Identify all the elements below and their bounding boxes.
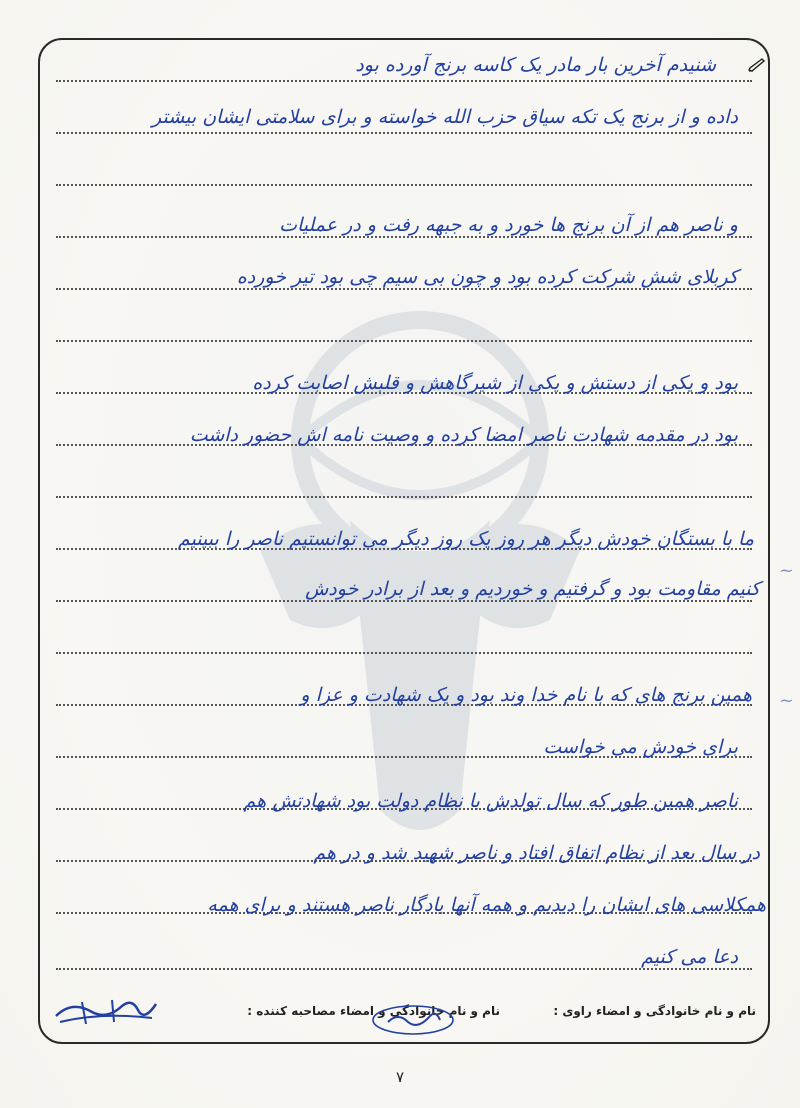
page-number: ۷ — [395, 1068, 405, 1086]
handwritten-line-5: کربلای شش شرکت کرده بود و چون بی سیم چی بود تیر خورده — [236, 266, 738, 288]
ruled-line — [56, 600, 752, 602]
interviewer-signature — [368, 1000, 458, 1038]
narrator-signature-label: نام و نام خانوادگی و امضاء راوی : — [553, 1004, 756, 1018]
handwritten-line-12: برای خودش می خواست — [543, 736, 738, 758]
ruled-line — [56, 132, 752, 134]
handwritten-line-4: و ناصر هم از آن برنج ها خورد و به جبهه رفت و در عملیات — [279, 214, 738, 236]
pen-icon — [748, 58, 766, 72]
ruled-line — [56, 652, 752, 654]
margin-scribble: ~ — [778, 560, 794, 581]
handwritten-line-2: داده و از برنج یک تکه سیاق حزب الله خواسته و برای سلامتی ایشان بیشتر — [152, 106, 738, 128]
handwritten-line-11: همین برنج های که با نام خدا وند بود و یک شهادت و عزا و — [300, 684, 752, 706]
handwritten-line-1: شنیدم آخرین بار مادر یک کاسه برنج آورده بود — [355, 54, 716, 76]
narrator-signature — [52, 994, 162, 1030]
ruled-line — [56, 288, 752, 290]
handwritten-line-9: کنیم مقاومت بود و گرفتیم و خوردیم و بعد از برادر خودش — [305, 578, 760, 600]
handwritten-line-15: همکلاسی های ایشان را دیدیم و همه آنها یادگار ناصر هستند و برای همه — [207, 894, 766, 916]
handwritten-line-14: در سال بعد از نظام اتفاق افتاد و ناصر شهید شد و در هم — [313, 842, 760, 864]
ruled-line — [56, 496, 752, 498]
handwritten-line-13: ناصر همین طور که سال تولدش با نظام دولت بود شهادتش هم — [243, 790, 738, 812]
handwritten-line-6: بود و یکی از دستش و یکی از شیرگاهش و قلبش اصابت کرده — [252, 372, 738, 394]
ruled-line — [56, 80, 752, 82]
ruled-line — [56, 184, 752, 186]
ruled-line — [56, 968, 752, 970]
handwritten-line-7: بود در مقدمه شهادت ناصر امضا کرده و وصیت نامه اش حضور داشت — [189, 424, 738, 446]
margin-scribble: ~ — [778, 690, 794, 711]
interviewer-signature-label: نام و نام خانوادگی و امضاء مصاحبه کننده : — [247, 1004, 500, 1018]
ruled-line — [56, 340, 752, 342]
handwritten-line-8: ما با بستگان خودش دیگر هر روز یک روز دیگر می توانستیم ناصر را ببینیم — [177, 528, 754, 550]
ruled-line — [56, 236, 752, 238]
handwritten-line-16: دعا می کنیم — [641, 946, 738, 968]
